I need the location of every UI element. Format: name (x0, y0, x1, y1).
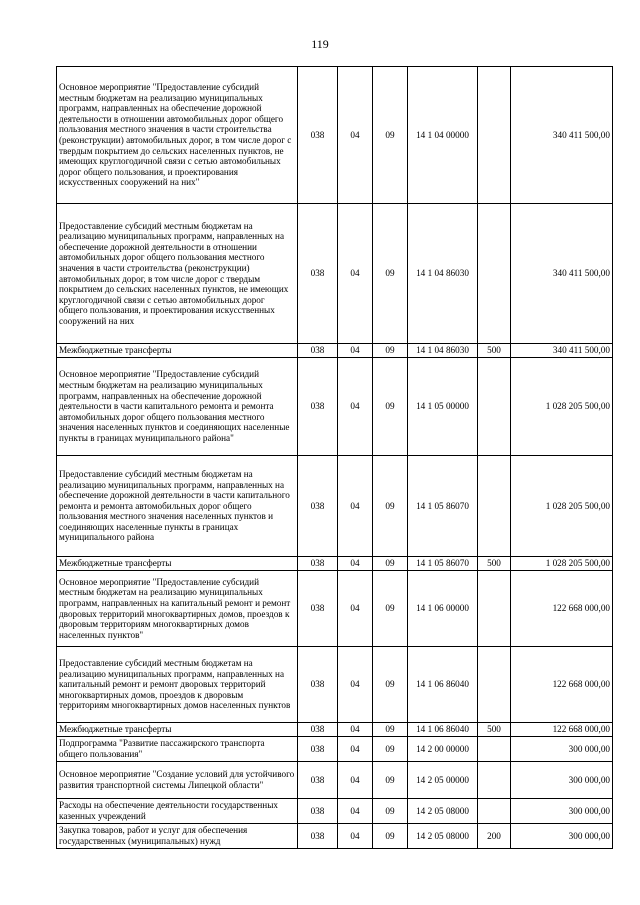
amount: 122 668 000,00 (511, 723, 613, 737)
row-name: Основное мероприятие "Создание условий для устойчивого развития транспортной системы Липецкой области" (57, 762, 298, 799)
target-article-code: 14 2 00 00000 (408, 737, 478, 762)
row-name: Основное мероприятие "Предоставление субсидий местным бюджетам на реализацию муниципальных программ, направленных на обеспечение дорожной деятельности в отношении автомобильных дорог общего пользования местного значения в части строительства (реконструкции) автомобильных дорог, в том числе дорог с твердым покрытием до сельских населенных пунктов, не имеющих круглогодичной связи с сетью автомобильных дорог общего пользования, и проектирования искусственных сооружений на них" (57, 67, 298, 204)
amount: 340 411 500,00 (511, 204, 613, 344)
ministry-code: 038 (298, 647, 338, 723)
section-code: 04 (338, 456, 373, 557)
budget-table-body (57, 67, 613, 849)
table-row (57, 737, 613, 762)
ministry-code: 038 (298, 67, 338, 204)
subsection-code: 09 (373, 571, 408, 647)
row-name: Расходы на обеспечение деятельности государственных казенных учреждений (57, 799, 298, 824)
target-article-code: 14 1 06 00000 (408, 571, 478, 647)
amount: 1 028 205 500,00 (511, 358, 613, 456)
row-name: Межбюджетные трансферты (57, 723, 298, 737)
table-row (57, 723, 613, 737)
target-article-code: 14 2 05 08000 (408, 799, 478, 824)
amount: 1 028 205 500,00 (511, 557, 613, 571)
section-code: 04 (338, 67, 373, 204)
ministry-code: 038 (298, 344, 338, 358)
section-code: 04 (338, 557, 373, 571)
amount: 300 000,00 (511, 799, 613, 824)
amount: 300 000,00 (511, 737, 613, 762)
amount: 300 000,00 (511, 762, 613, 799)
target-article-code: 14 1 05 00000 (408, 358, 478, 456)
row-name: Предоставление субсидий местным бюджетам на реализацию муниципальных программ, направленных на капитальный ремонт и ремонт дворовых территорий многоквартирных домов, проездов к дворовым территориям многоквартирных домов населенных пунктов (57, 647, 298, 723)
row-name: Основное мероприятие "Предоставление субсидий местным бюджетам на реализацию муниципальных программ, направленных на обеспечение дорожной деятельности в части капитального ремонта и ремонта автомобильных дорог общего пользования местного значения населенных пунктов и соединяющих населенные пункты в границах муниципального района" (57, 358, 298, 456)
ministry-code: 038 (298, 204, 338, 344)
amount: 122 668 000,00 (511, 571, 613, 647)
subsection-code: 09 (373, 204, 408, 344)
table-row (57, 67, 613, 204)
target-article-code: 14 1 05 86070 (408, 557, 478, 571)
section-code: 04 (338, 647, 373, 723)
section-code: 04 (338, 358, 373, 456)
table-row (57, 456, 613, 557)
expense-type-code (478, 647, 511, 723)
section-code: 04 (338, 723, 373, 737)
subsection-code: 09 (373, 737, 408, 762)
ministry-code: 038 (298, 824, 338, 849)
expense-type-code (478, 737, 511, 762)
ministry-code: 038 (298, 571, 338, 647)
expense-type-code (478, 67, 511, 204)
expense-type-code: 200 (478, 824, 511, 849)
subsection-code: 09 (373, 824, 408, 849)
subsection-code: 09 (373, 723, 408, 737)
ministry-code: 038 (298, 557, 338, 571)
expense-type-code (478, 204, 511, 344)
expense-type-code: 500 (478, 344, 511, 358)
section-code: 04 (338, 571, 373, 647)
expense-type-code (478, 799, 511, 824)
section-code: 04 (338, 824, 373, 849)
target-article-code: 14 1 04 86030 (408, 344, 478, 358)
row-name: Основное мероприятие "Предоставление субсидий местным бюджетам на реализацию муниципальных программ, направленных на капитальный ремонт и ремонт дворовых территорий многоквартирных домов, проездов к дворовым территориям многоквартирных домов населенных пунктов" (57, 571, 298, 647)
expense-type-code (478, 762, 511, 799)
section-code: 04 (338, 799, 373, 824)
target-article-code: 14 1 06 86040 (408, 647, 478, 723)
expense-type-code: 500 (478, 557, 511, 571)
ministry-code: 038 (298, 723, 338, 737)
budget-table (56, 66, 613, 849)
amount: 300 000,00 (511, 824, 613, 849)
subsection-code: 09 (373, 557, 408, 571)
subsection-code: 09 (373, 762, 408, 799)
row-name: Предоставление субсидий местным бюджетам на реализацию муниципальных программ, направленных на обеспечение дорожной деятельности в части капитального ремонта и ремонта автомобильных дорог общего пользования местного значения населенных пунктов и соединяющих населенные пункты в границах муниципального района (57, 456, 298, 557)
expense-type-code (478, 571, 511, 647)
expense-type-code (478, 358, 511, 456)
target-article-code: 14 2 05 00000 (408, 762, 478, 799)
table-row (57, 762, 613, 799)
amount: 1 028 205 500,00 (511, 456, 613, 557)
subsection-code: 09 (373, 799, 408, 824)
amount: 122 668 000,00 (511, 647, 613, 723)
table-row (57, 557, 613, 571)
target-article-code: 14 1 04 00000 (408, 67, 478, 204)
expense-type-code (478, 456, 511, 557)
row-name: Закупка товаров, работ и услуг для обеспечения государственных (муниципальных) нужд (57, 824, 298, 849)
ministry-code: 038 (298, 358, 338, 456)
table-row (57, 204, 613, 344)
section-code: 04 (338, 344, 373, 358)
row-name: Подпрограмма "Развитие пассажирского транспорта общего пользования" (57, 737, 298, 762)
subsection-code: 09 (373, 344, 408, 358)
target-article-code: 14 2 05 08000 (408, 824, 478, 849)
subsection-code: 09 (373, 456, 408, 557)
section-code: 04 (338, 204, 373, 344)
section-code: 04 (338, 762, 373, 799)
ministry-code: 038 (298, 762, 338, 799)
page-number: 119 (311, 37, 329, 51)
subsection-code: 09 (373, 67, 408, 204)
expense-type-code: 500 (478, 723, 511, 737)
table-row (57, 799, 613, 824)
ministry-code: 038 (298, 737, 338, 762)
table-row (57, 344, 613, 358)
amount: 340 411 500,00 (511, 344, 613, 358)
row-name: Предоставление субсидий местным бюджетам на реализацию муниципальных программ, направленных на обеспечение дорожной деятельности в отношении автомобильных дорог общего пользования местного значения в части строительства (реконструкции) автомобильных дорог, в том числе дорог с твердым покрытием до сельских населенных пунктов, не имеющих круглогодичной связи с сетью автомобильных дорог общего пользования, и проектирования искусственных сооружений на них (57, 204, 298, 344)
target-article-code: 14 1 06 86040 (408, 723, 478, 737)
table-row (57, 571, 613, 647)
row-name: Межбюджетные трансферты (57, 557, 298, 571)
subsection-code: 09 (373, 647, 408, 723)
amount: 340 411 500,00 (511, 67, 613, 204)
target-article-code: 14 1 04 86030 (408, 204, 478, 344)
ministry-code: 038 (298, 799, 338, 824)
target-article-code: 14 1 05 86070 (408, 456, 478, 557)
table-row (57, 824, 613, 849)
table-row (57, 647, 613, 723)
table-row (57, 358, 613, 456)
subsection-code: 09 (373, 358, 408, 456)
ministry-code: 038 (298, 456, 338, 557)
section-code: 04 (338, 737, 373, 762)
row-name: Межбюджетные трансферты (57, 344, 298, 358)
